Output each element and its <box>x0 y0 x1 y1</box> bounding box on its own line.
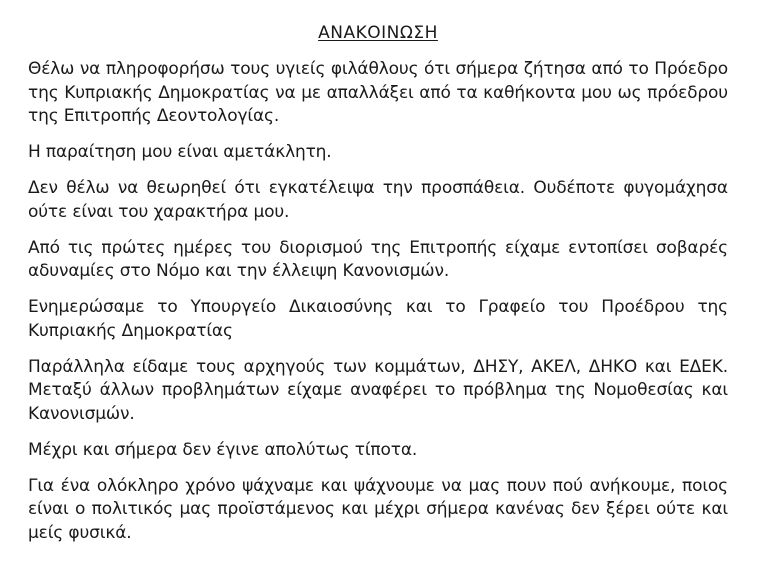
paragraph-6: Παράλληλα είδαμε τους αρχηγούς των κομμάτων, ΔΗΣΥ, ΑΚΕΛ, ΔΗΚΟ και ΕΔΕΚ. Μεταξύ άλλων προβλημάτων είχαμε αναφέρει το πρόβλημα της Νομοθεσίας και Κανονισμών. <box>28 356 728 424</box>
document-title: ΑΝΑΚΟΙΝΩΣΗ <box>318 23 438 43</box>
paragraph-4: Από τις πρώτες ημέρες του διορισμού της Επιτροπής είχαμε εντοπίσει σοβαρές αδυναμίες στο Νόμο και την έλλειψη Κανονισμών. <box>28 237 728 281</box>
paragraph-5: Ενημερώσαμε το Υπουργείο Δικαιοσύνης και το Γραφείο του Προέδρου της Κυπριακής Δημοκρατίας <box>28 297 728 341</box>
paragraph-7: Μέχρι και σήμερα δεν έγινε απολύτως τίποτα. <box>28 439 418 460</box>
paragraph-2: Η παραίτηση μου είναι αμετάκλητη. <box>28 142 332 162</box>
paragraph-1: Θέλω να πληροφορήσω τους υγιείς φιλάθλους ότι σήμερα ζήτησα από το Πρόεδρο της Κυπριακής Δημοκρατίας να με απαλλάξει από τα καθήκοντα μου ως πρόεδρου της Επιτροπής Δεοντολογίας. <box>28 59 728 126</box>
paragraph-8: Για ένα ολόκληρο χρόνο ψάχναμε και ψάχνουμε να μας πουν πού ανήκουμε, ποιος είναι ο πολιτικός μας προϊστάμενος και μέχρι σήμερα κανένας δεν ξέρει ούτε και μείς φυσικά. <box>28 475 728 543</box>
announcement-document <box>28 22 728 545</box>
paragraph-3: Δεν θέλω να θεωρηθεί ότι εγκατέλειψα την προσπάθεια. Ουδέποτε φυγομάχησα ούτε είναι του χαρακτήρα μου. <box>28 178 728 222</box>
